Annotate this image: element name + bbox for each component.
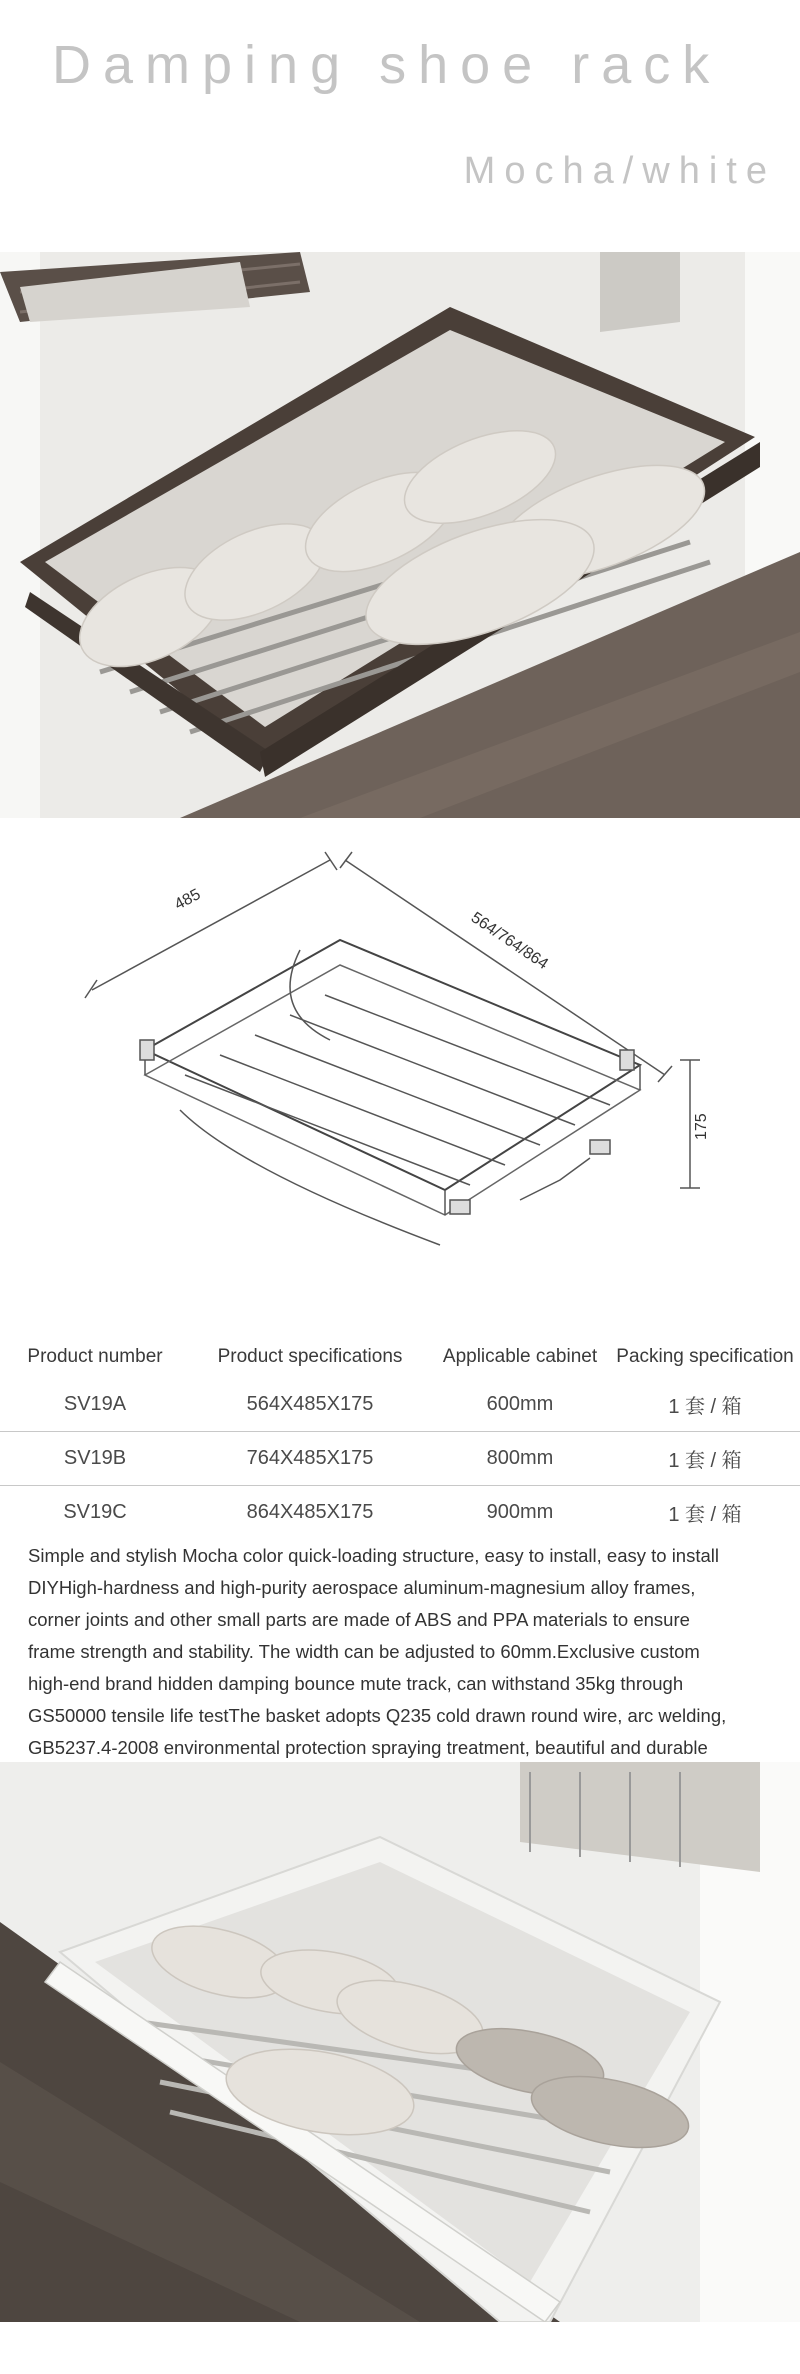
- description-line: GS50000 tensile life testThe basket adopts Q235 cold drawn round wire, arc welding,: [28, 1705, 727, 1726]
- description-line: GB5237.4-2008 environmental protection spraying treatment, beautiful and durable: [28, 1737, 708, 1758]
- depth-dimension-label: 485: [171, 885, 204, 914]
- cell-product-number: SV19A: [63, 1393, 127, 1415]
- description-line: frame strength and stability. The width can be adjusted to 60mm.Exclusive custom: [28, 1641, 700, 1662]
- product-photo-white: [0, 1762, 800, 2322]
- product-photo-mocha: [0, 252, 800, 818]
- description-line: Simple and stylish Mocha color quick-loading structure, easy to install, easy to install: [28, 1545, 719, 1566]
- description-line: DIYHigh-hardness and high-purity aerospace aluminum-magnesium alloy frames,: [28, 1577, 696, 1598]
- header-packing-specification: Packing specification: [616, 1346, 794, 1367]
- cell-cabinet: 900mm: [430, 1486, 610, 1540]
- cell-product-number: SV19C: [0, 1486, 190, 1540]
- header-product-number: Product number: [27, 1346, 163, 1367]
- width-dimension-label: 564/764/864: [467, 909, 552, 974]
- cell-product-spec: 764X485X175: [190, 1432, 430, 1486]
- cell-packing: 1 套 / 箱: [610, 1486, 800, 1540]
- dimension-diagram: [0, 840, 800, 1280]
- spec-table: [0, 1340, 800, 1539]
- cell-packing: 1 套 / 箱: [668, 1396, 742, 1418]
- page-title: Damping shoe rack: [52, 35, 722, 95]
- header-applicable-cabinet: Applicable cabinet: [442, 1346, 598, 1367]
- cell-packing: 1 套 / 箱: [610, 1432, 800, 1486]
- color-variant-subtitle: Mocha/white: [463, 150, 776, 192]
- table-row: [0, 1486, 800, 1540]
- cell-product-spec: 864X485X175: [190, 1486, 430, 1540]
- spec-table-header-row: [0, 1340, 800, 1378]
- description-line: high-end brand hidden damping bounce mute track, can withstand 35kg through: [28, 1673, 684, 1694]
- header-product-specifications: Product specifications: [217, 1346, 403, 1367]
- table-row: [0, 1432, 800, 1486]
- description-line: corner joints and other small parts are made of ABS and PPA materials to ensure: [28, 1609, 690, 1630]
- cell-cabinet: 800mm: [430, 1432, 610, 1486]
- product-description: [28, 1540, 778, 1764]
- height-dimension-label: 175: [693, 1113, 710, 1140]
- cell-cabinet: 600mm: [486, 1393, 554, 1415]
- cell-product-number: SV19B: [0, 1432, 190, 1486]
- cell-product-spec: 564X485X175: [246, 1393, 374, 1415]
- table-row: [0, 1378, 800, 1432]
